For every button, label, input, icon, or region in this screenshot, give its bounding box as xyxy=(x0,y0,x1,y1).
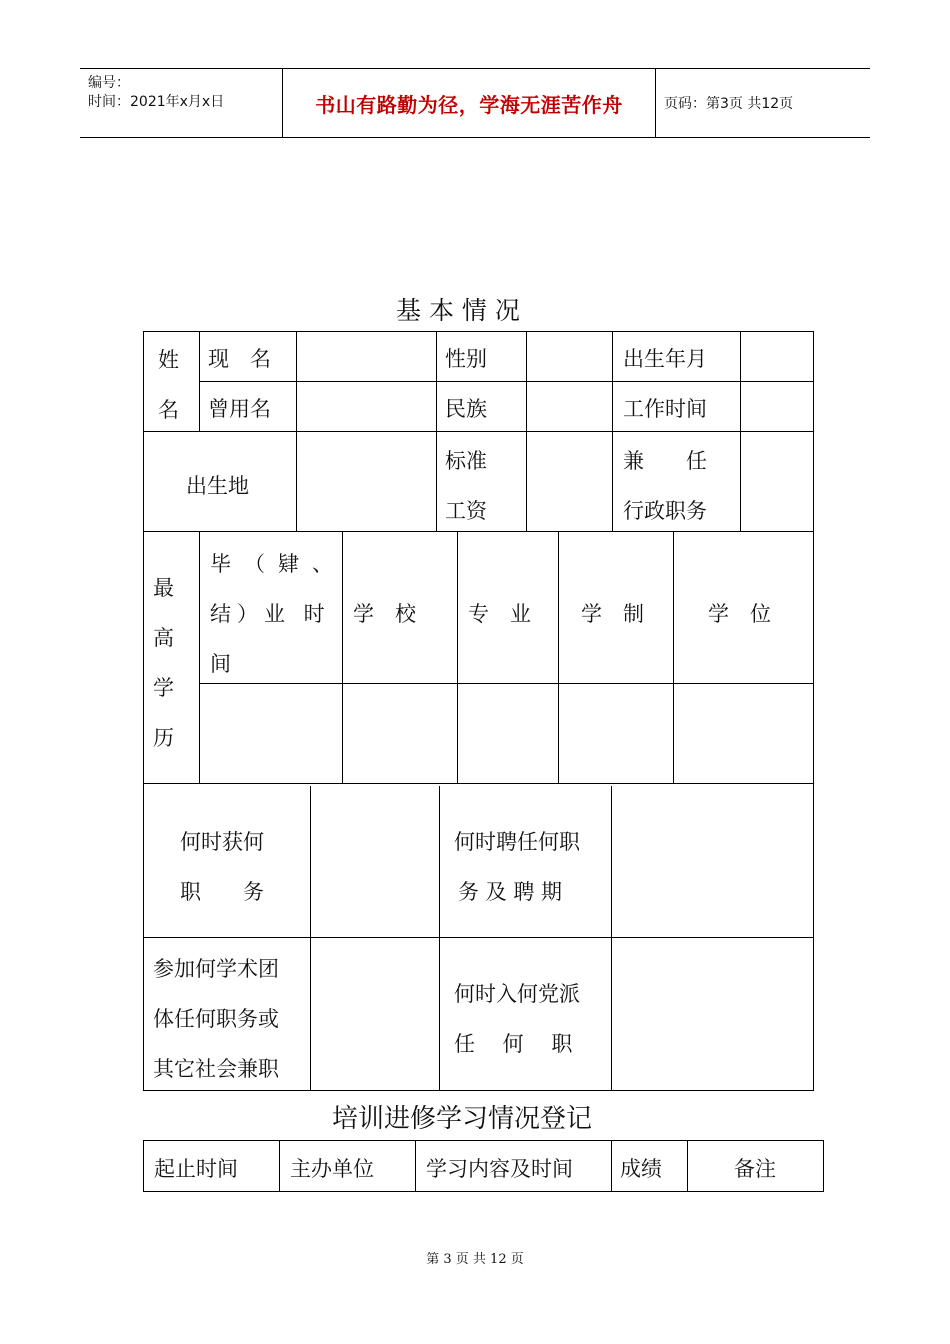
page-header xyxy=(80,68,870,138)
ethnicity-label: 民族 xyxy=(445,397,487,421)
hired-label-cell xyxy=(440,786,612,938)
hired-label-2: 务 及 聘 期 xyxy=(458,880,563,904)
hired-label-1: 何时聘任何职 xyxy=(454,830,580,854)
academic-label-3: 其它社会兼职 xyxy=(153,1057,279,1081)
grad-time-label-cell xyxy=(200,532,346,684)
party-label-2: 任 何 职 xyxy=(454,1032,573,1056)
education-group-cell xyxy=(144,532,200,784)
doc-date-label: 时间：2021年x月x日 xyxy=(88,94,225,110)
birth-month-value[interactable] xyxy=(741,332,813,382)
section-title-training: 培训进修学习情况登记 xyxy=(332,1104,593,1134)
training-col-organizer xyxy=(280,1141,416,1191)
basic-info-table xyxy=(143,331,814,1091)
training-col-period xyxy=(144,1141,280,1191)
grad-time-label-3: 间 xyxy=(210,652,231,676)
work-start-value[interactable] xyxy=(741,382,813,432)
slogan: 书山有路勤为径，学海无涯苦作舟 xyxy=(315,92,623,117)
grad-time-label-1: 毕（肄、 xyxy=(210,552,346,576)
degree-value[interactable] xyxy=(674,684,813,784)
school-value[interactable] xyxy=(343,684,458,784)
gender-label-cell xyxy=(437,332,527,382)
major-value[interactable] xyxy=(458,684,559,784)
title-obtained-value[interactable] xyxy=(311,786,440,938)
edu-char-2: 高 xyxy=(153,626,174,650)
concurrent-post-value[interactable] xyxy=(741,432,813,532)
academic-label-2: 体任何职务或 xyxy=(153,1007,279,1031)
ethnicity-value[interactable] xyxy=(527,382,613,432)
work-start-label-cell xyxy=(613,382,741,432)
name-char-2: 名 xyxy=(158,398,179,422)
training-col-content-label: 学习内容及时间 xyxy=(426,1157,573,1181)
training-col-remarks xyxy=(688,1141,823,1191)
current-name-label-cell xyxy=(200,332,297,382)
header-slogan-cell xyxy=(282,69,656,137)
edu-char-3: 学 xyxy=(153,676,174,700)
edu-char-4: 历 xyxy=(153,726,174,750)
work-start-label: 工作时间 xyxy=(623,397,707,421)
training-col-score-label: 成绩 xyxy=(620,1157,662,1181)
academic-value[interactable] xyxy=(311,938,440,1090)
concurrent-post-label-2: 行政职务 xyxy=(623,499,707,523)
major-label-cell xyxy=(458,532,559,684)
current-name-label: 现 名 xyxy=(208,347,271,371)
title-obtained-label-1: 何时获何 xyxy=(180,830,264,854)
name-group-cell xyxy=(144,332,200,432)
academic-label-1: 参加何学术团 xyxy=(153,957,279,981)
header-meta xyxy=(80,69,282,137)
grad-time-label-2: 结）业 时 xyxy=(210,602,331,626)
title-obtained-label-cell xyxy=(144,786,311,938)
training-table xyxy=(143,1140,824,1192)
birthplace-value[interactable] xyxy=(297,432,437,532)
duration-value[interactable] xyxy=(559,684,674,784)
former-name-label-cell xyxy=(200,382,297,432)
header-page-cell xyxy=(656,69,870,137)
training-col-content xyxy=(416,1141,612,1191)
name-char-1: 姓 xyxy=(158,348,179,372)
std-salary-label-2: 工资 xyxy=(445,499,487,523)
degree-label-cell xyxy=(674,532,813,684)
edu-char-1: 最 xyxy=(153,576,174,600)
birthplace-label: 出生地 xyxy=(186,474,249,498)
training-col-score xyxy=(612,1141,688,1191)
gender-label: 性别 xyxy=(445,347,487,371)
training-col-period-label: 起止时间 xyxy=(154,1157,238,1181)
former-name-value[interactable] xyxy=(297,382,437,432)
school-label: 学 校 xyxy=(353,602,416,626)
std-salary-label-1: 标准 xyxy=(445,449,487,473)
hired-value[interactable] xyxy=(612,786,813,938)
concurrent-post-label-cell xyxy=(613,432,741,532)
former-name-label: 曾用名 xyxy=(208,397,271,421)
party-label-1: 何时入何党派 xyxy=(454,982,580,1006)
duration-label-cell xyxy=(559,532,674,684)
doc-number-label: 编号： xyxy=(88,75,130,91)
birth-month-label-cell xyxy=(613,332,741,382)
school-label-cell xyxy=(343,532,458,684)
current-name-value[interactable] xyxy=(297,332,437,382)
grad-time-value[interactable] xyxy=(200,684,343,784)
training-col-remarks-label: 备注 xyxy=(734,1157,776,1181)
degree-label: 学 位 xyxy=(708,602,771,626)
birthplace-label-cell xyxy=(144,432,297,532)
title-obtained-label-2: 职 务 xyxy=(180,880,264,904)
concurrent-post-label-1: 兼 任 xyxy=(623,449,707,473)
header-page-info: 页码：第3页 共12页 xyxy=(664,96,794,112)
gender-value[interactable] xyxy=(527,332,613,382)
academic-label-cell xyxy=(144,938,311,1090)
duration-label: 学 制 xyxy=(581,602,644,626)
std-salary-label-cell xyxy=(437,432,527,532)
major-label: 专 业 xyxy=(468,602,531,626)
party-value[interactable] xyxy=(612,938,813,1090)
training-col-organizer-label: 主办单位 xyxy=(290,1157,374,1181)
page-footer: 第 3 页 共 12 页 xyxy=(426,1252,524,1267)
std-salary-value[interactable] xyxy=(527,432,613,532)
party-label-cell xyxy=(440,938,612,1090)
ethnicity-label-cell xyxy=(437,382,527,432)
section-title-basic: 基 本 情 况 xyxy=(396,296,520,325)
birth-month-label: 出生年月 xyxy=(623,347,707,371)
